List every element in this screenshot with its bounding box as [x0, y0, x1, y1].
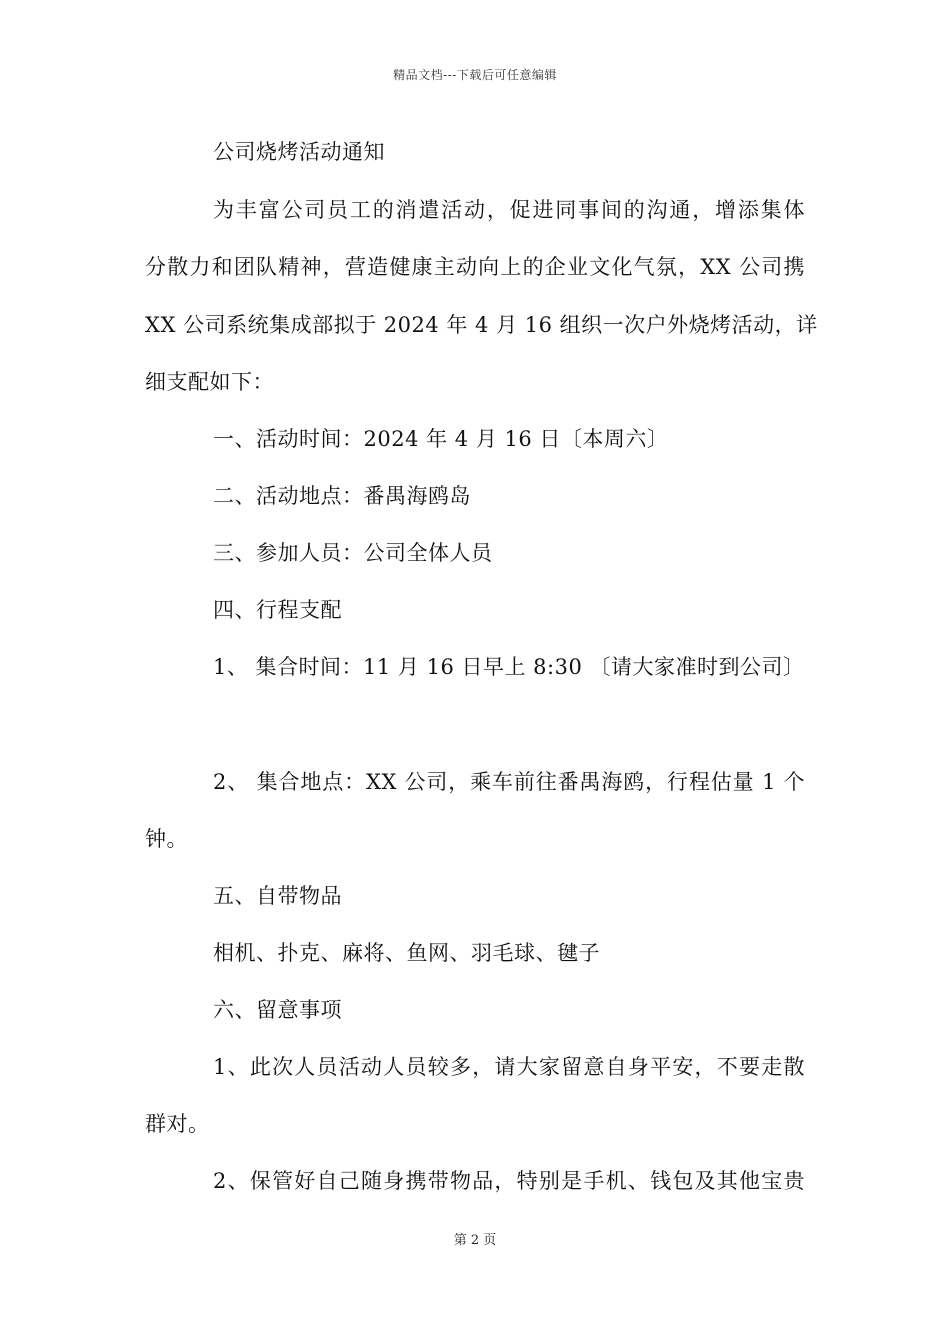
section-place: 二、活动地点：番禺海鸥岛: [213, 484, 471, 508]
itinerary-item-2-line-2: 钟。: [145, 827, 188, 851]
itinerary-item-2-line-1: 2、 集合地点：XX 公司，乘车前往番禺海鸥，行程估量 1 个: [213, 770, 805, 794]
section-notes-heading: 六、留意事项: [213, 998, 342, 1022]
intro-line-2: 分散力和团队精神，营造健康主动向上的企业文化气氛，XX 公司携: [145, 255, 805, 279]
intro-line-3: XX 公司系统集成部拟于 2024 年 4 月 16 组织一次户外烧烤活动，详: [145, 313, 818, 337]
section-itinerary-heading: 四、行程支配: [213, 598, 342, 622]
page-number: 第 2 页: [453, 1233, 497, 1248]
note-1-line-2: 群对。: [145, 1112, 210, 1136]
note-2-line-1: 2、保管好自己随身携带物品，特别是手机、钱包及其他宝贵: [213, 1169, 805, 1193]
itinerary-item-1: 1、 集合时间：11 月 16 日早上 8:30 〔请大家准时到公司〕: [213, 655, 805, 679]
section-items-heading: 五、自带物品: [213, 884, 342, 908]
document-title: 公司烧烤活动通知: [213, 140, 385, 164]
section-people: 三、参加人员：公司全体人员: [213, 541, 493, 565]
items-list: 相机、扑克、麻将、鱼网、羽毛球、毽子: [213, 941, 600, 965]
section-time: 一、活动时间：2024 年 4 月 16 日〔本周六〕: [213, 427, 669, 451]
note-1-line-1: 1、此次人员活动人员较多，请大家留意自身平安，不要走散: [213, 1055, 805, 1079]
intro-line-1: 为丰富公司员工的消遣活动，促进同事间的沟通，增添集体: [213, 198, 805, 222]
page-header: 精品文档---下载后可任意编辑: [393, 68, 557, 82]
intro-line-4: 细支配如下：: [145, 370, 274, 394]
